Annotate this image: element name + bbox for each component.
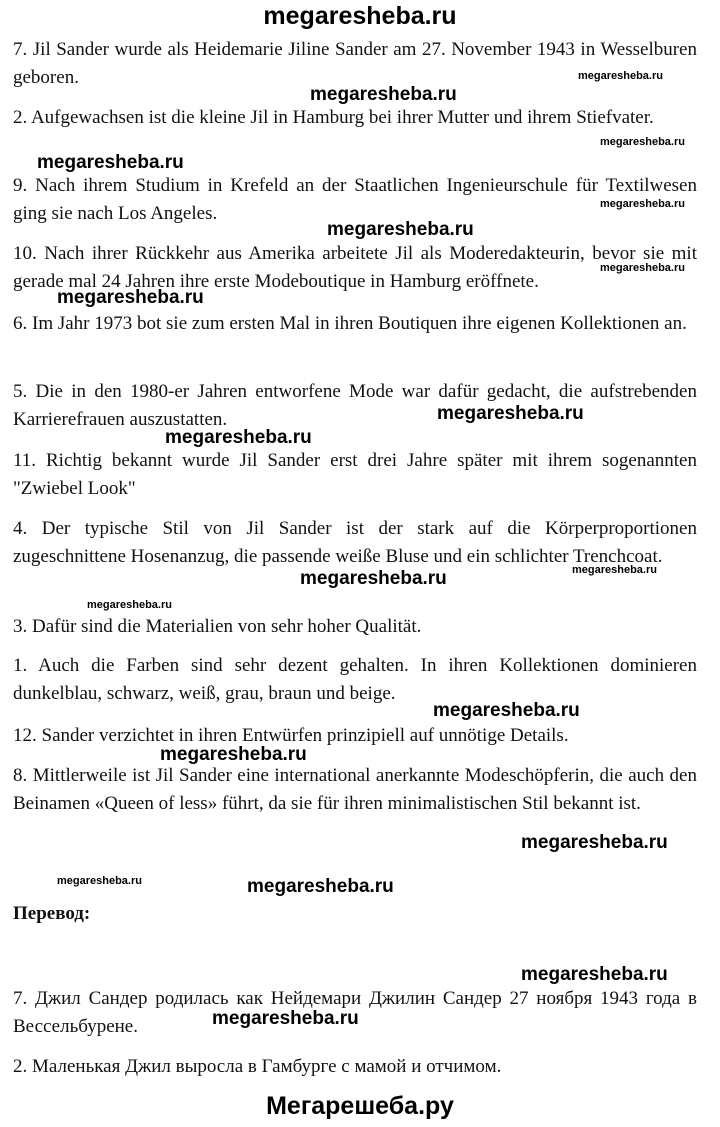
paragraph-9: 3. Dafür sind die Materialien von sehr hoher Qualität. (13, 616, 422, 637)
watermark: megaresheba.ru (160, 744, 307, 765)
paragraph-4: 10. Nach ihrer Rückkehr aus Amerika arbeitete Jil als Moderedakteurin, bevor sie mit gerade mal 24 Jahren ihre erste Modeboutique in Hamburg eröffnete. (13, 243, 697, 292)
translation-label: Перевод: (13, 903, 91, 924)
watermark: megaresheba.ru (600, 198, 685, 210)
translation-paragraph-2: 2. Маленькая Джил выросла в Гамбурге с мамой и отчимом. (13, 1056, 502, 1077)
watermark: megaresheba.ru (521, 832, 668, 853)
watermark: megaresheba.ru (437, 403, 584, 424)
watermark: megaresheba.ru (433, 700, 580, 721)
paragraph-8: 4. Der typische Stil von Jil Sander ist der stark auf die Körperproportionen zugeschnittene Hosenanzug, die passende weiße Bluse und ein schlichter Trenchcoat. (13, 518, 697, 567)
watermark: megaresheba.ru (578, 70, 663, 82)
watermark: megaresheba.ru (247, 876, 394, 897)
watermark: megaresheba.ru (521, 964, 668, 985)
paragraph-5: 6. Im Jahr 1973 bot sie zum ersten Mal in ihren Boutiquen ihre eigenen Kollektionen an. (13, 313, 687, 334)
watermark: megaresheba.ru (87, 599, 172, 611)
paragraph-12: 8. Mittlerweile ist Jil Sander eine international anerkannte Modeschöpferin, die auch den Beinamen «Queen of less» führt, da sie für ihren minimalistischen Stil bekannt ist. (13, 765, 697, 814)
site-header: megaresheba.ru (263, 2, 457, 30)
paragraph-1: 7. Jil Sander wurde als Heidemarie Jiline Sander am 27. November 1943 in Wesselburen geboren. (13, 39, 697, 88)
watermark: megaresheba.ru (212, 1008, 359, 1029)
watermark: megaresheba.ru (37, 152, 184, 173)
paragraph-2: 2. Aufgewachsen ist die kleine Jil in Hamburg bei ihrer Mutter und ihrem Stiefvater. (13, 107, 654, 128)
paragraph-7: 11. Richtig bekannt wurde Jil Sander erst drei Jahre später mit ihrem sogenannten "Zwiebel Look" (13, 450, 697, 499)
watermark: megaresheba.ru (300, 568, 447, 589)
translation-paragraph-1: 7. Джил Сандер родилась как Нейдемари Джилин Сандер 27 ноября 1943 года в Вессельбурене. (13, 988, 697, 1037)
paragraph-3: 9. Nach ihrem Studium in Krefeld an der Staatlichen Ingenieurschule für Textilwesen ging sie nach Los Angeles. (13, 175, 697, 224)
watermark: megaresheba.ru (310, 84, 457, 105)
paragraph-10: 1. Auch die Farben sind sehr dezent gehalten. In ihren Kollektionen dominieren dunkelblau, schwarz, weiß, grau, braun und beige. (13, 655, 697, 704)
site-footer: Мегарешеба.ру (266, 1092, 454, 1120)
paragraph-11: 12. Sander verzichtet in ihren Entwürfen prinzipiell auf unnötige Details. (13, 725, 569, 746)
watermark: megaresheba.ru (57, 287, 204, 308)
watermark: megaresheba.ru (600, 262, 685, 274)
watermark: megaresheba.ru (165, 427, 312, 448)
watermark: megaresheba.ru (57, 875, 142, 887)
paragraph-6: 5. Die in den 1980-er Jahren entworfene Mode war dafür gedacht, die aufstrebenden Karrierefrauen auszustatten. (13, 381, 697, 430)
watermark: megaresheba.ru (572, 564, 657, 576)
watermark: megaresheba.ru (327, 219, 474, 240)
watermark: megaresheba.ru (600, 136, 685, 148)
